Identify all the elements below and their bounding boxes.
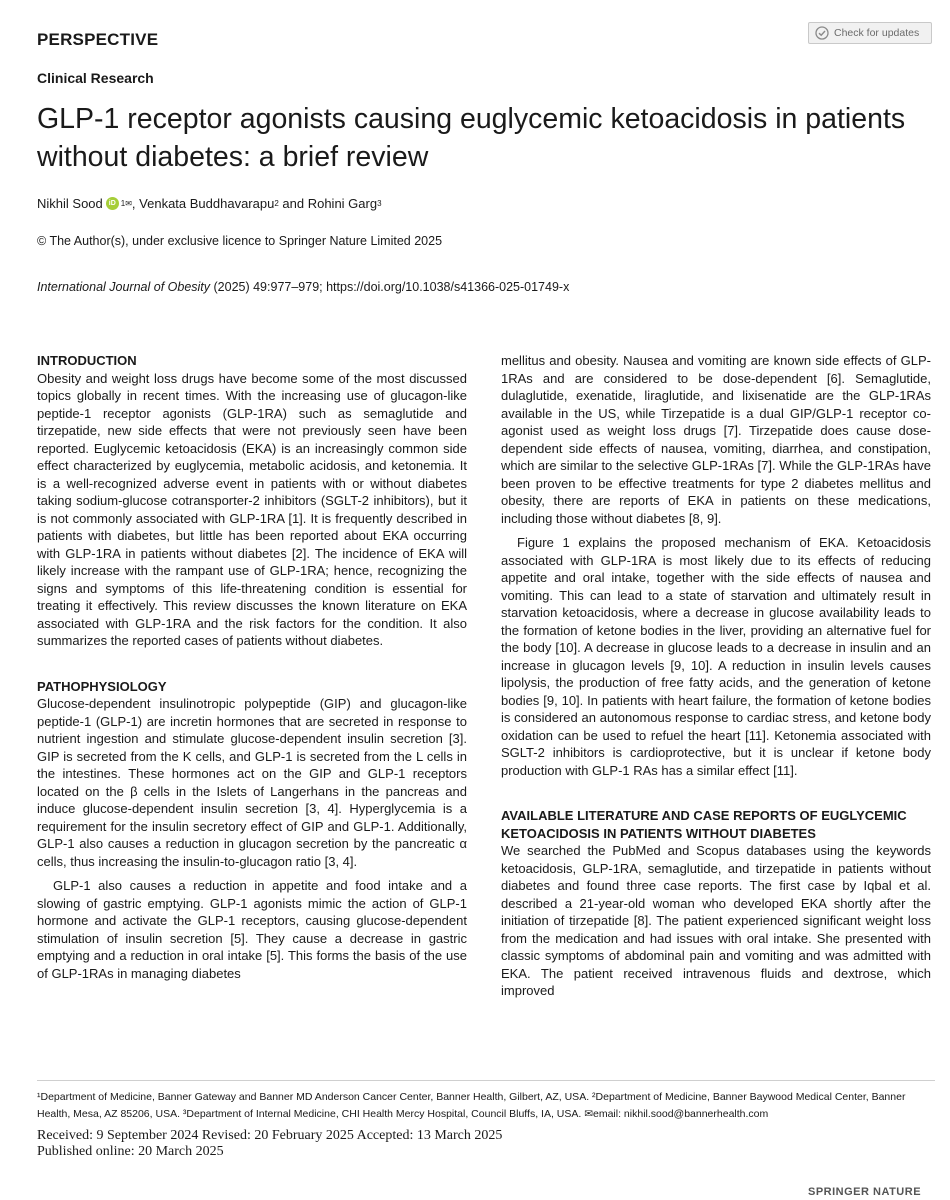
affiliations-footnote: ¹Department of Medicine, Banner Gateway and Banner MD Anderson Cancer Center, Banner Health, Gilbert, AZ, USA. ²Department of Medicine, Banner Baywood Medical Center, Banner Health, Mesa, AZ 85206, USA. ³Department of Internal Medicine, CHI Health Mercy Hospital, Council Bluffs, IA, USA. ✉email: nikhil.sood@bannerhealth.com <box>37 1091 906 1120</box>
footnote-divider <box>37 1080 935 1081</box>
citation-line <box>37 280 569 294</box>
article-title: GLP-1 receptor agonists causing euglycemic ketoacidosis in patients without diabetes: a brief review <box>37 103 906 173</box>
paragraph: GLP-1 also causes a reduction in appetite and food intake and a slowing of gastric emptying. GLP-1 agonists mimic the action of GLP-1 hormone and activate the GLP-1 receptors, causing glucose-dependent stimulation of insulin secretion [5]. They cause a decrease in gastric emptying and a reduction in oral intake [5]. This forms the basis of the use of GLP-1RAs in managing diabetes <box>37 878 467 981</box>
section-heading: PATHOPHYSIOLOGY <box>37 678 167 694</box>
paragraph: mellitus and obesity. Nausea and vomiting are known side effects of GLP-1RAs and are considered to be dose-dependent [6]. Semaglutide, dulaglutide, exenatide, liraglutide, and lixisenatide are the GLP-1RAs available in the US, while Tirzepatide is a dual GIP/GLP-1 receptor co-agonist used as weight loss drugs [7]. Tirzepatide does cause dose-dependent side effects of nausea, vomiting, diarrhea, and constipation, which are similar to the selective GLP-1RAs [7]. While the GLP-1RAs have been proven to be effective treatments for type 2 diabetes mellitus and obesity, there are reports of EKA in patients on these medications, including those without diabetes [8, 9]. <box>501 353 931 526</box>
right-column <box>501 352 931 1000</box>
paragraph: Glucose-dependent insulinotropic polypeptide (GIP) and glucagon-like peptide-1 (GLP-1) are incretin hormones that are secreted in response to nutrient ingestion and stimulate glucose-dependent insulin secretion [3]. GIP is secreted from the K cells, and GLP-1 is secreted from the L cells in the intestines. These hormones act on the GIP and GLP-1 receptors located on the β cells in the Islets of Langerhans in the pancreas and induce glucose-dependent insulin secretion [3, 4]. Hyperglycemia is a requirement for the insulin secretory effect of GIP and GLP-1. Additionally, GLP-1 also causes a reduction in glucagon secretion by the pancreatic α cells, thus increasing the insulin-to-glucagon ratio [3, 4]. <box>37 696 467 869</box>
publication-dates <box>37 1128 502 1160</box>
author-name[interactable]: Venkata Buddhavarapu <box>139 196 275 211</box>
check-for-updates-label: Check for updates <box>834 27 920 39</box>
published-date: Published online: 20 March 2025 <box>37 1144 224 1159</box>
copyright-notice: © The Author(s), under exclusive licence to Springer Nature Limited 2025 <box>37 234 443 248</box>
orcid-icon[interactable]: iD <box>106 197 119 210</box>
author-name[interactable]: Nikhil Sood <box>37 196 103 211</box>
paragraph: Obesity and weight loss drugs have become some of the most discussed topics globally in recent times. With the increasing use of glucagon-like peptide-1 receptor agonists (GLP-1RA) such as semaglutide and tirzepatide, new side effects that were not previously seen have been reported. Euglycemic ketoacidosis (EKA) is an increasingly common side effect characterized by euglycemia, metabolic acidosis, and ketonemia. It is a well-recognized adverse event in patients with or without diabetes taking sodium-glucose cotransporter-2 inhibitors (SGLT-2 inhibitors), but it is not commonly associated with GLP-1RA [1]. It is frequently described in patients with diabetes, but little has been reported about EKA occurring with GLP-1RA in patients without diabetes [2]. The incidence of EKA will likely increase with the rampant use of GLP-1RA; hence, recognizing the signs and symptoms of this life-threatening condition is essential for treating it effectively. This review discusses the known literature on EKA associated with GLP-1RA and the risk factors for the condition. It also summarizes the reported cases of patients without diabetes. <box>37 370 467 648</box>
author-name[interactable]: Rohini Garg <box>307 196 378 211</box>
author-separator: , <box>131 196 140 211</box>
publisher-logo: SPRINGER NATURE <box>808 1186 922 1198</box>
received-dates: Received: 9 September 2024 Revised: 20 February 2025 Accepted: 13 March 2025 <box>37 1128 503 1143</box>
check-for-updates-button[interactable] <box>808 22 932 44</box>
paragraph: We searched the PubMed and Scopus databases using the keywords ketoacidosis, GLP-1RA, semaglutide, and tirzepatide in patients without diabetes and found three case reports. The first case by Iqbal et al. described a 21-year-old woman who developed EKA shortly after the initiation of tirzepatide [8]. The patient experienced significant weight loss from the medication and had issues with oral intake. She presented with classic symptoms of abdominal pain and vomiting and was admitted with EKA. The patient received intravenous fluids and dextrose, which improved <box>501 843 931 998</box>
author-list: Nikhil Sood iD 1✉ , Venkata Buddhavarapu 2 and Rohini Garg 3 <box>37 196 382 211</box>
check-updates-icon <box>815 26 829 40</box>
citation-details[interactable]: (2025) 49:977–979; https://doi.org/10.1038/s41366-025-01749-x <box>210 280 570 294</box>
author-separator: and <box>278 196 308 211</box>
journal-name: International Journal of Obesity <box>37 280 211 294</box>
left-column <box>37 352 467 982</box>
section-heading: AVAILABLE LITERATURE AND CASE REPORTS OF EUGLYCEMIC KETOACIDOSIS IN PATIENTS WITHOUT DIABETES <box>501 808 907 841</box>
paragraph: Figure 1 explains the proposed mechanism of EKA. Ketoacidosis associated with GLP-1RA is most likely due to its effects of reducing appetite and oral intake, together with the side effects of nausea and vomiting. This can lead to a state of starvation and ultimately result in starvation ketoacidosis, where a decrease in glucose availability leads to the formation of ketone bodies in the liver, providing an alternative fuel for the body [10]. A decrease in glucose leads to a decrease in insulin and an increase in glucagon levels [9, 10]. A reduction in insulin levels causes lipolysis, the production of free fatty acids, and the generation of ketone bodies [9, 10]. In patients with heart failure, the formation of ketone bodies is considered an autonomous response to cardiac stress, and ketone body oxidation can be used to refuel the heart [11]. Ketonemia associated with SGLT-2 inhibitors is cardioprotective, but it is unclear if ketone body production with GLP-1 RAs has a similar effect [11]. <box>501 535 931 778</box>
section-heading: INTRODUCTION <box>37 353 137 368</box>
article-type-label: PERSPECTIVE <box>37 30 159 49</box>
article-category: Clinical Research <box>37 70 154 86</box>
